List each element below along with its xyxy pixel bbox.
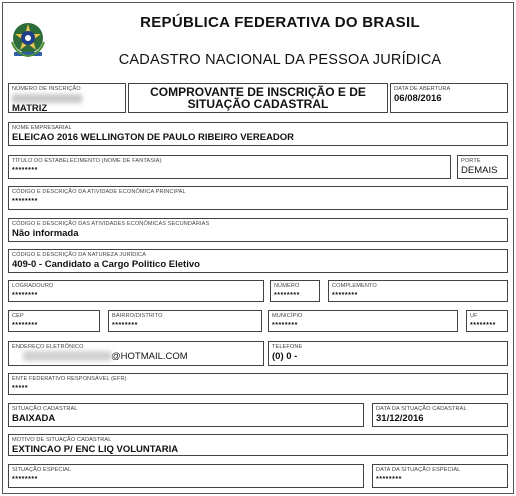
uf-box	[466, 310, 508, 332]
natureza-juridica-value: 409-0 - Candidato a Cargo Politico Eletivo	[12, 259, 200, 270]
country-heading: REPÚBLICA FEDERATIVA DO BRASIL	[140, 14, 420, 31]
situacao-cadastral-label: SITUAÇÃO CADASTRAL	[12, 406, 78, 412]
logradouro-value: ********	[12, 292, 38, 299]
situacao-especial-box	[8, 464, 364, 488]
atividades-secundarias-box	[8, 218, 508, 242]
bairro-value: ********	[112, 322, 138, 329]
data-abertura-label: DATA DE ABERTURA	[394, 86, 451, 92]
email-redacted	[23, 351, 111, 361]
numero-inscricao-redacted	[12, 94, 82, 103]
brazil-coat-of-arms-icon	[8, 20, 48, 60]
natureza-juridica-label: CÓDIGO E DESCRIÇÃO DA NATUREZA JURÍDICA	[12, 252, 147, 258]
titulo-estabelecimento-box	[8, 155, 451, 179]
numero-box	[270, 280, 320, 302]
registry-heading: CADASTRO NACIONAL DA PESSOA JURÍDICA	[118, 52, 442, 68]
email-value: @HOTMAIL.COM	[111, 351, 188, 362]
email-box	[8, 341, 264, 366]
numero-inscricao-value: MATRIZ	[12, 103, 48, 113]
porte-label: PORTE	[461, 158, 481, 164]
natureza-juridica-box	[8, 249, 508, 273]
bairro-label: BAIRRO/DISTRITO	[112, 313, 163, 319]
porte-box	[457, 155, 508, 179]
comprovante-title: COMPROVANTE DE INSCRIÇÃO E DE SITUAÇÃO CADASTRAL	[150, 85, 366, 111]
atividades-secundarias-label: CÓDIGO E DESCRIÇÃO DAS ATIVIDADES ECONÔMICAS SECUNDÁRIAS	[12, 221, 210, 227]
data-situacao-especial-value: ********	[376, 476, 402, 483]
nome-empresarial-label: NOME EMPRESARIAL	[12, 125, 72, 131]
data-situacao-especial-box	[372, 464, 508, 488]
data-abertura-box	[390, 83, 508, 113]
atividades-secundarias-value: Não informada	[12, 228, 79, 239]
bairro-box	[108, 310, 262, 332]
cep-label: CEP	[12, 313, 24, 319]
cep-value: ********	[12, 322, 38, 329]
municipio-label: MUNICÍPIO	[272, 313, 303, 319]
situacao-cadastral-value: BAIXADA	[12, 413, 56, 424]
complemento-label: COMPLEMENTO	[332, 283, 377, 289]
municipio-value: ********	[272, 322, 298, 329]
cep-box	[8, 310, 100, 332]
telefone-label: TELEFONE	[272, 344, 303, 350]
efr-value: *****	[12, 385, 29, 392]
titulo-estabelecimento-label: TÍTULO DO ESTABELECIMENTO (NOME DE FANTASIA)	[12, 158, 162, 164]
complemento-box	[328, 280, 508, 302]
situacao-cadastral-box	[8, 403, 364, 427]
uf-label: UF	[470, 313, 478, 319]
atividade-principal-value: ********	[12, 198, 38, 205]
porte-value: DEMAIS	[461, 165, 498, 176]
data-situacao-especial-label: DATA DA SITUAÇÃO ESPECIAL	[376, 467, 461, 473]
telefone-value: (0) 0 -	[272, 351, 298, 362]
municipio-box	[268, 310, 458, 332]
email-label: ENDEREÇO ELETRÔNICO	[12, 344, 84, 350]
data-situacao-cadastral-value: 31/12/2016	[376, 413, 424, 424]
motivo-situacao-label: MOTIVO DE SITUAÇÃO CADASTRAL	[12, 437, 112, 443]
numero-label: NÚMERO	[274, 283, 300, 289]
logradouro-label: LOGRADOURO	[12, 283, 54, 289]
motivo-situacao-value: EXTINCAO P/ ENC LIQ VOLUNTARIA	[12, 444, 179, 455]
complemento-value: ********	[332, 292, 358, 299]
comprovante-title-box	[128, 83, 388, 113]
situacao-especial-value: ********	[12, 476, 38, 483]
logradouro-box	[8, 280, 264, 302]
atividade-principal-label: CÓDIGO E DESCRIÇÃO DA ATIVIDADE ECONÔMICA PRINCIPAL	[12, 189, 186, 195]
data-situacao-cadastral-label: DATA DA SITUAÇÃO CADASTRAL	[376, 406, 467, 412]
situacao-especial-label: SITUAÇÃO ESPECIAL	[12, 467, 72, 473]
numero-value: ********	[274, 292, 300, 299]
data-situacao-cadastral-box	[372, 403, 508, 427]
titulo-estabelecimento-value: ********	[12, 167, 38, 174]
atividade-principal-box	[8, 186, 508, 210]
telefone-box	[268, 341, 508, 366]
uf-value: ********	[470, 322, 496, 329]
efr-label: ENTE FEDERATIVO RESPONSÁVEL (EFR)	[12, 376, 127, 382]
numero-inscricao-box	[8, 83, 126, 113]
efr-box	[8, 373, 508, 395]
nome-empresarial-value: ELEICAO 2016 WELLINGTON DE PAULO RIBEIRO VEREADOR	[12, 132, 295, 143]
nome-empresarial-box	[8, 122, 508, 146]
motivo-situacao-box	[8, 434, 508, 456]
numero-inscricao-label: NÚMERO DE INSCRIÇÃO	[12, 86, 81, 92]
data-abertura-value: 06/08/2016	[394, 93, 442, 104]
